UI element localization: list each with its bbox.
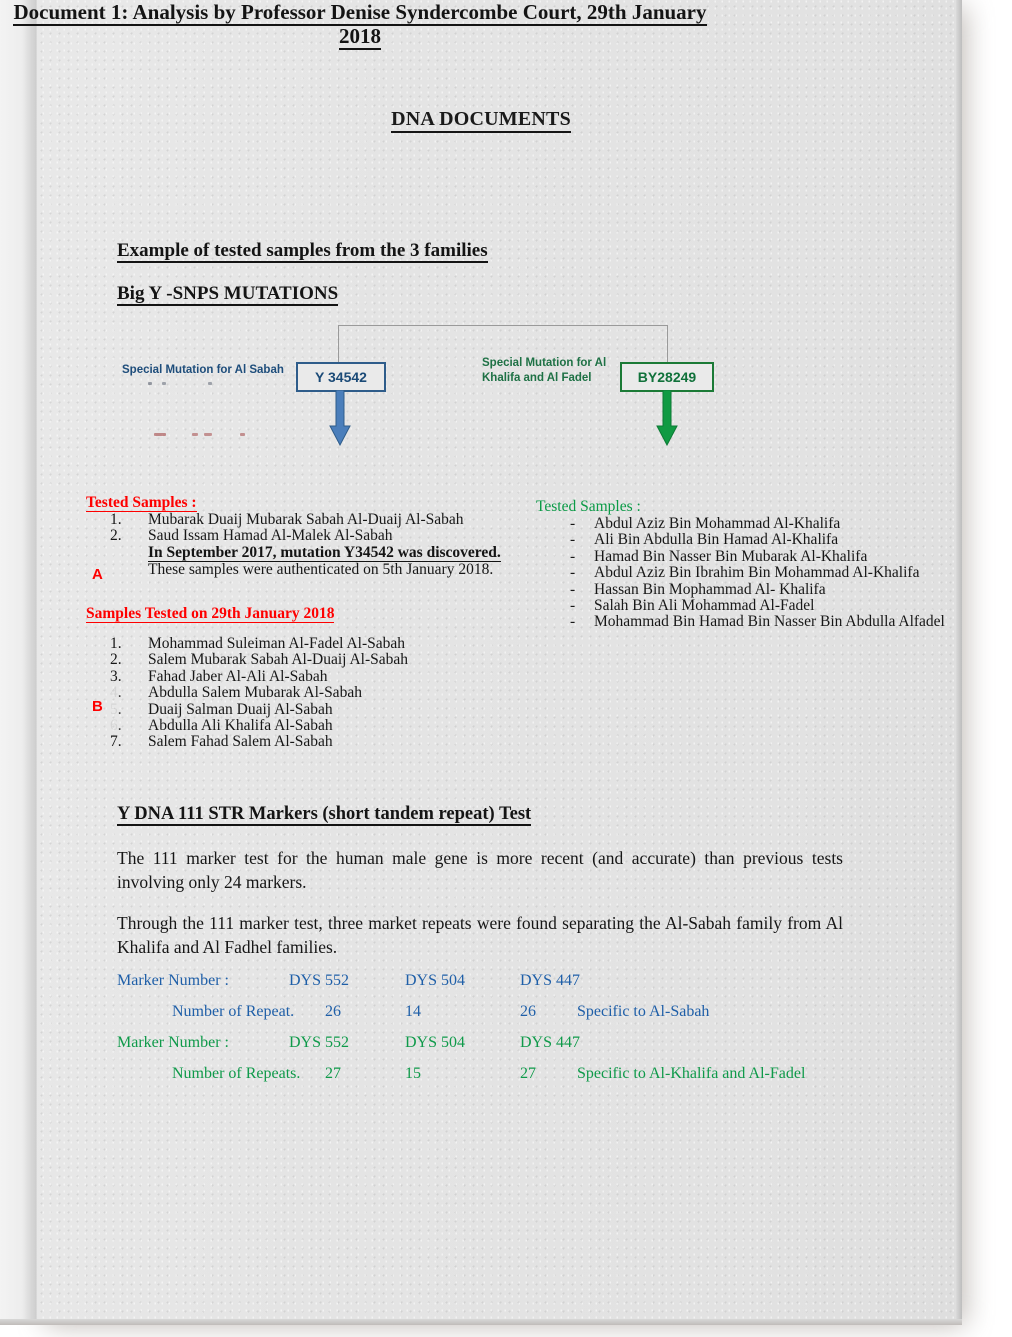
list-item (536, 582, 956, 598)
list-item-marker: - (570, 547, 576, 565)
list-item-label: Abdulla Ali Khalifa Al-Sabah (148, 717, 333, 735)
list-item-marker: 1. (110, 511, 122, 528)
list-item-marker: 6. (110, 717, 122, 735)
example-heading-text: Example of tested samples from the 3 families (117, 240, 488, 261)
marker-results-table (117, 972, 877, 1096)
list-item-label: Abdulla Salem Mubarak Al-Sabah (148, 684, 362, 702)
list-item-marker: 7. (110, 733, 122, 751)
mutation-discovery-note-text: In September 2017, mutation Y34542 was discovered. (148, 543, 501, 561)
list-item-label: Ali Bin Abdulla Bin Hamad Al-Khalifa (594, 531, 839, 549)
list-item-label: Duaij Salman Duaij Al-Sabah (148, 700, 333, 718)
list-item-label: Hamad Bin Nasser Bin Mubarak Al-Khalifa (594, 547, 868, 565)
samples-tested-29-january-heading-text: Samples Tested on 29th January 2018 (86, 605, 335, 622)
right-samples-column (536, 498, 956, 631)
list-item (86, 528, 516, 544)
artifact-dash (204, 433, 212, 436)
list-item-label: Mohammad Bin Hamad Bin Nasser Bin Abdulla Alfadel (594, 613, 945, 631)
repeat-count-cell: 14 (405, 1003, 421, 1020)
left-samples-column (86, 494, 516, 578)
list-item-label: Hassan Bin Mophammad Al- Khalifa (594, 580, 826, 598)
list-item-label: Salem Fahad Salem Al-Sabah (148, 733, 333, 751)
page-title (0, 108, 962, 131)
marker-row-note: Specific to Al-Sabah (577, 1003, 710, 1020)
list-item-label: Mubarak Duaij Mubarak Sabah Al-Duaij Al-Sabah (148, 511, 464, 528)
list-item-label: Saud Issam Hamad Al-Malek Al-Sabah (148, 527, 393, 545)
list-item-label: Mohammad Suleiman Al-Fadel Al-Sabah (148, 635, 406, 652)
list-item (86, 669, 516, 685)
marker-row-label: Marker Number : (117, 1034, 229, 1051)
list-item-marker: - (570, 613, 576, 631)
repeat-count-cell: 26 (325, 1003, 341, 1020)
list-item-marker: - (570, 580, 576, 598)
marker-id-cell: DYS 552 (289, 1034, 350, 1051)
tested-samples-list-a (86, 512, 516, 545)
list-item (536, 614, 956, 630)
repeat-count-cell: 27 (325, 1065, 341, 1082)
list-item-marker: - (570, 564, 576, 582)
marker-row-label: Number of Repeat. (172, 1003, 295, 1020)
str-paragraph-2: Through the 111 marker test, three market repeats were found separating the Al-Sabah family from Al Khalifa and Al Fadhel families. (117, 913, 843, 957)
list-item-marker: - (570, 597, 576, 615)
list-item (536, 598, 956, 614)
list-item (536, 565, 956, 581)
samples-tested-29-january-heading (86, 605, 334, 623)
marker-table-row (117, 1065, 877, 1096)
list-item (86, 512, 516, 528)
list-item-marker: - (570, 531, 576, 549)
example-heading (117, 240, 488, 262)
list-item-label: Salah Bin Ali Mohammad Al-Fadel (594, 597, 815, 615)
repeat-count-cell: 15 (405, 1065, 421, 1082)
label-special-mutation-al-sabah: Special Mutation for Al Sabah (122, 364, 284, 376)
list-item (86, 636, 516, 652)
tested-samples-heading-left (86, 494, 516, 512)
connector-right-drop (667, 325, 668, 363)
big-y-snps-heading-text: Big Y -SNPS MUTATIONS (117, 283, 339, 304)
tested-samples-list-b (86, 636, 516, 751)
list-item (536, 549, 956, 565)
list-item-marker: 5. (110, 700, 122, 718)
mutation-discovery-note (86, 545, 516, 562)
marker-id-cell: DYS 504 (405, 1034, 466, 1051)
group-label-a: A (92, 566, 103, 583)
marker-id-cell: DYS 552 (289, 972, 350, 989)
marker-table-row (117, 1003, 877, 1034)
list-item (86, 685, 516, 701)
list-item-marker: 3. (110, 667, 122, 685)
marker-row-label: Number of Repeats. (172, 1065, 301, 1082)
list-item-label: Abdul Aziz Bin Mohammad Al-Khalifa (594, 515, 841, 532)
list-item (86, 652, 516, 668)
list-item-marker: 2. (110, 527, 122, 545)
marker-row-note: Specific to Al-Khalifa and Al-Fadel (577, 1065, 806, 1082)
list-item (86, 718, 516, 734)
connector-horizontal-line (338, 325, 668, 326)
list-item-marker: 4. (110, 684, 122, 702)
list-item-marker: 2. (110, 651, 122, 669)
artifact-dash (240, 433, 245, 436)
tested-samples-heading-left-text: Tested Samples : (86, 494, 197, 511)
marker-row-label: Marker Number : (117, 972, 229, 989)
list-item (86, 702, 516, 718)
repeat-count-cell: 26 (520, 1003, 536, 1020)
group-label-b: B (92, 698, 103, 715)
tested-samples-list-right (536, 516, 956, 631)
str-paragraph-1: The 111 marker test for the human male gene is more recent (and accurate) than previous tests involving only 24 markers. (117, 848, 843, 892)
connector-left-drop (338, 325, 339, 363)
list-item-label: Salem Mubarak Sabah Al-Duaij Al-Sabah (148, 651, 409, 669)
list-item-label: Abdul Aziz Bin Ibrahim Bin Mohammad Al-Khalifa (594, 564, 920, 582)
artifact-dash (192, 433, 198, 436)
list-item-label: Fahad Jaber Al-Ali Al-Sabah (148, 667, 328, 685)
artifact-dot (148, 382, 152, 385)
down-arrow-green-icon (656, 390, 678, 451)
marker-table-row (117, 1034, 877, 1065)
page-title-text: DNA DOCUMENTS (391, 108, 571, 133)
str-markers-heading (117, 804, 531, 825)
marker-table-row (117, 972, 877, 1003)
list-item (536, 532, 956, 548)
snp-box-by28249: BY28249 (620, 362, 714, 392)
artifact-dot (208, 382, 212, 385)
marker-id-cell: DYS 447 (520, 1034, 581, 1051)
label-special-mutation-al-khalifa-al-fadel: Special Mutation for Al Khalifa and Al Fadel (482, 357, 607, 384)
big-y-snps-heading (117, 283, 338, 305)
marker-id-cell: DYS 447 (520, 972, 581, 989)
document-1-heading (0, 0, 720, 48)
authentication-note: These samples were authenticated on 5th January 2018. (148, 561, 494, 579)
list-item (536, 516, 956, 532)
repeat-count-cell: 27 (520, 1065, 536, 1082)
tested-samples-heading-right: Tested Samples : (536, 498, 641, 515)
list-item (86, 734, 516, 750)
str-markers-heading-text: Y DNA 111 STR Markers (short tandem repeat) Test (117, 804, 532, 824)
marker-id-cell: DYS 504 (405, 972, 466, 989)
list-item-marker: 1. (110, 635, 122, 652)
snp-mutation-diagram (100, 315, 780, 450)
artifact-dash (154, 433, 166, 436)
artifact-dot (162, 382, 166, 385)
snp-box-y34542: Y 34542 (296, 362, 386, 392)
list-item-marker: - (570, 515, 576, 532)
down-arrow-blue-icon (329, 390, 351, 451)
document-1-heading-text: Document 1: Analysis by Professor Denise Syndercombe Court, 29th January 2018 (13, 0, 707, 48)
